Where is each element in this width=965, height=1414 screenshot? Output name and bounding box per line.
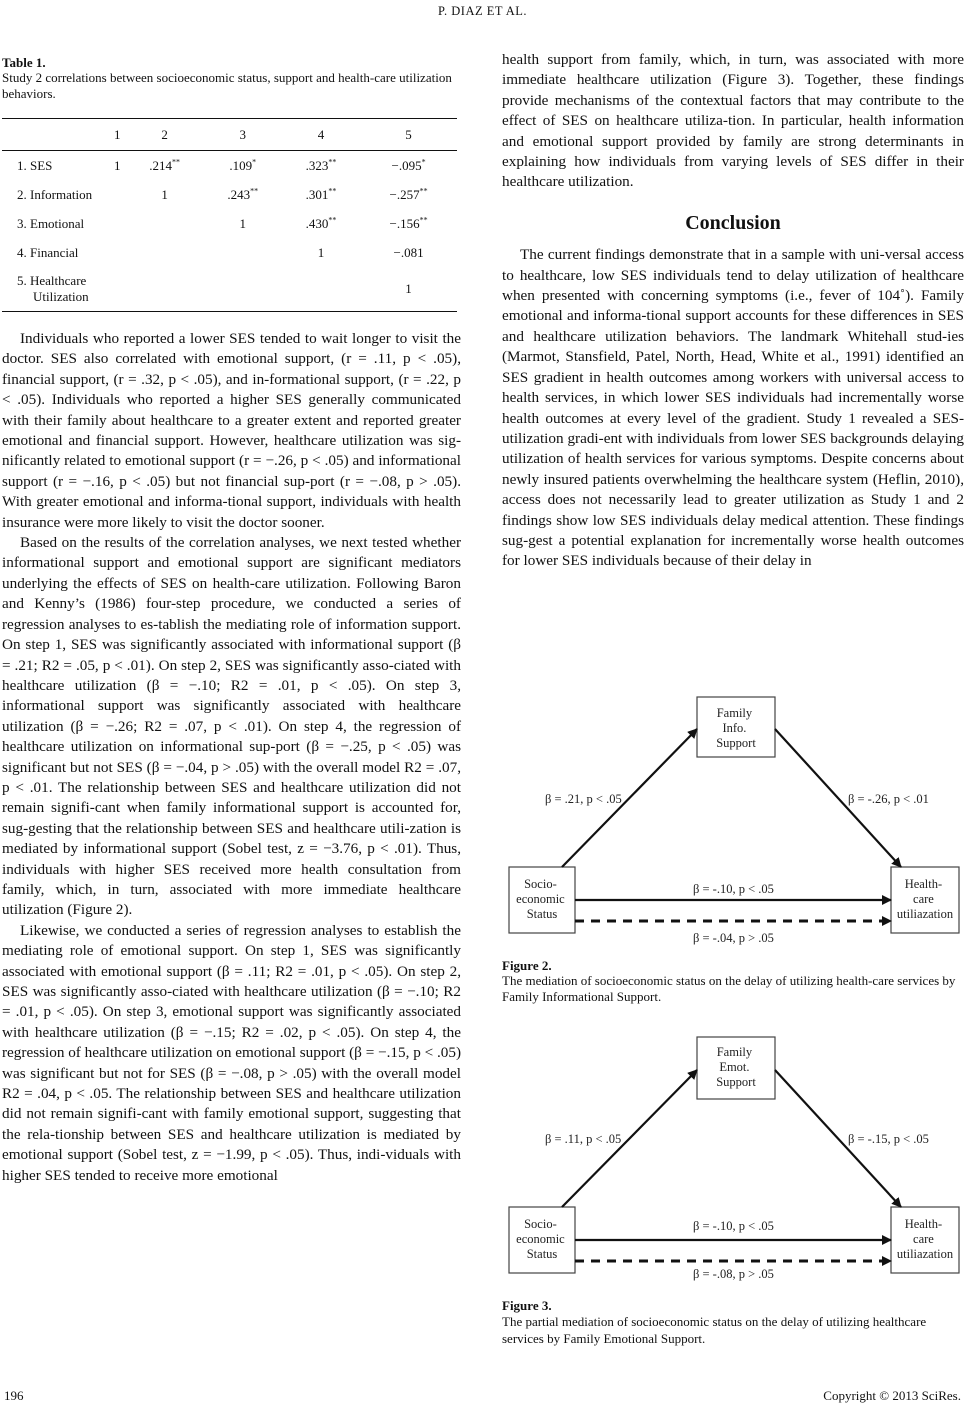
figure-3-caption-block <box>502 1298 964 1347</box>
table-col-header: 2 <box>126 119 204 151</box>
table-cell <box>109 180 126 209</box>
table-cell: .430** <box>305 215 337 231</box>
figure-3-diagram <box>507 1032 963 1287</box>
table-row <box>2 180 457 209</box>
table-row <box>2 267 457 312</box>
table-cell: 1 <box>360 267 457 312</box>
figure-3-caption: The partial mediation of socioeconomic status on the delay of utilizing healthcare services by Family Emotional Support. <box>502 1314 927 1346</box>
figure-2-caption-block <box>502 958 964 1005</box>
table-cell <box>204 267 282 312</box>
table-cell <box>126 209 204 238</box>
table-cell <box>204 238 282 267</box>
table-col-header: 3 <box>204 119 282 151</box>
dashed-path-label: β = -.08, p > .05 <box>693 1267 774 1281</box>
table-cell: .214** <box>149 157 180 173</box>
top-box-label: Family Emot. Support <box>716 1045 756 1089</box>
left-box-label: Socio- economic Status <box>516 877 565 921</box>
row-label: 1. SES <box>17 157 53 173</box>
table-cell: −.257** <box>389 186 428 202</box>
paragraph: Individuals who reported a lower SES tended to wait longer to visit the doctor. SES also correlated with emotional support, (r = .11, p < .05), financial support, (r = .32, p < .05), and in-formational support, (r = .22, p < .05). Individuals who reported a higher SES generally communicated with their family about healthcare to a greater extent and reported greater emotional and financial support. However, healthcare utilization was sig-nificantly related to emotional support (r = −.26, p < .05) and informational support (r = −.16, p < .05) but not financial sup-port (r = −.08, p > .05). With greater emotional and informa-tional support, individuals with health insurance were more likely to visit the doctor sooner. <box>2 330 461 531</box>
direct-path-label: β = -.10, p < .05 <box>693 1219 774 1233</box>
table-cell <box>109 209 126 238</box>
table-cell: 1 <box>114 157 121 173</box>
table-cell: −.156** <box>389 215 428 231</box>
table-header-blank <box>2 119 109 151</box>
top-box-label: Family Info. Support <box>716 706 756 750</box>
table-col-header: 4 <box>282 119 360 151</box>
table-label: Table 1. <box>2 55 46 70</box>
table-cell: 1 <box>317 244 325 260</box>
table-cell: −.081 <box>393 244 424 260</box>
table-cell <box>109 238 126 267</box>
table-cell: .323** <box>305 157 337 173</box>
paragraph: Likewise, we conducted a series of regression analyses to establish the mediating role of emotional support. On step 1, SES was significantly associated with emotional support (β = .11; R2 = .01, p < .05). On step 2, SES was significantly asso-ciated with healthcare utilization (β = −.10; R2 = .01, p < .05). On step 3, emotional support was significantly associated with healthcare utilization (β = −.15; R2 = .02, p < .05). On step 4, the regression of healthcare utilization on emotional support (β = −.15, p < .05) was significant but not for SES (β = −.08, p > .05) with the overall model R2 = .04, p < .05. The relationship between SES and healthcare utilization did not remain signifi-cant with family emotional support, suggesting that the rela-tionship between SES and healthcare utilization is mediated by emotional support (Sobel test, z = −1.99, p < .05). Thus, indi-viduals with higher SES tended to receive more emotional <box>2 921 461 1184</box>
figure-2-caption: The mediation of socioeconomic status on the delay of utilizing health-care services by Family Informational Support. <box>502 973 956 1004</box>
row-label: 4. Financial <box>17 244 79 260</box>
table-cell: 1 <box>161 186 168 202</box>
direct-path-label: β = -.10, p < .05 <box>693 882 774 896</box>
dashed-path-label: β = -.04, p > .05 <box>693 931 774 945</box>
section-heading-conclusion: Conclusion <box>685 211 781 234</box>
page-number: 196 <box>4 1388 24 1403</box>
table-caption: Study 2 correlations between socioeconomic status, support and health-care utilization behaviors. <box>2 70 452 101</box>
table-cell <box>282 267 360 312</box>
right-box-label: Health- care utiliazation <box>896 877 954 921</box>
table-header-row <box>2 119 457 151</box>
figure-3-label: Figure 3. <box>502 1298 552 1313</box>
paragraph: health support from family, which, in turn, was associated with more immediate healthcare utilization (Figure 3). Together, these findings provide mechanisms of the contextual factors that may contribute to the effect of SES on healthcare utiliza-tion. In particular, health information and emotional support provided by family are strong determinants in explaining how individuals from varying levels of SES differ in their healthcare utilization. <box>502 51 964 191</box>
row-label: 3. Emotional <box>17 215 85 231</box>
row-label: 2. Information <box>17 186 93 202</box>
copyright-notice: Copyright © 2013 SciRes. <box>823 1388 961 1403</box>
right-path-label: β = -.26, p < .01 <box>848 792 929 806</box>
table-1 <box>2 55 457 312</box>
figure-2-label: Figure 2. <box>502 958 552 973</box>
table-row <box>2 238 457 267</box>
table-cell <box>109 267 126 312</box>
right-box-label: Health- care utiliazation <box>896 1217 954 1261</box>
figure-3 <box>507 1032 963 1287</box>
table-cell <box>126 267 204 312</box>
figure-2 <box>507 692 963 947</box>
table-row <box>2 151 457 181</box>
left-column-body <box>2 329 461 1186</box>
paragraph: The current findings demonstrate that in a sample with uni-versal access to healthcare, low SES individuals tend to delay utilization of healthcare when presented with concerning symptoms (i.e., fever of 104˚). Family emotional and informa-tional support accounts for these differences in SES and healthcare utilization behaviors. The landmark Whitehall stud-ies (Marmot, Stansfield, Patel, North, Head, White et al., 1991) identified an SES gradient in health outcomes among workers with universal access to health services, in which lower SES individuals had incrementally worse health outcomes at every level of the gradient. Study 1 revealed a SES-utilization gradi-ent with individuals from lower SES backgrounds delaying utilization of health services for various symptoms. Despite concerns about newly insured patients overwhelming the healthcare system (Heflin, 2010), access does not necessarily lead to greater utilization as Study 1 and 2 findings show low SES individuals delay medical attention. These findings sug-gest a potential explanation for incrementally worse health outcomes for lower SES individuals because of their delay in <box>502 246 964 570</box>
left-path-label: β = .21, p < .05 <box>545 792 622 806</box>
table-cell: −.095* <box>391 157 426 173</box>
right-column-body <box>502 50 964 572</box>
figure-2-diagram <box>507 692 963 947</box>
row-label: 5. Healthcare Utilization <box>2 267 109 312</box>
table-col-header: 1 <box>109 119 126 151</box>
table-cell: 1 <box>239 215 247 231</box>
table-cell: .301** <box>305 186 337 202</box>
running-header: P. DIAZ ET AL. <box>437 4 528 18</box>
table-cell: .243** <box>227 186 259 202</box>
table-cell <box>126 238 204 267</box>
table-row <box>2 209 457 238</box>
table-col-header: 5 <box>360 119 457 151</box>
correlation-table <box>2 118 457 312</box>
left-box-label: Socio- economic Status <box>516 1217 565 1261</box>
table-cell: .109* <box>229 157 257 173</box>
right-path-label: β = -.15, p < .05 <box>848 1132 929 1146</box>
paragraph: Based on the results of the correlation analyses, we next tested whether informational support and emotional support are significant mediators underlying the effects of SES on health-care utilization. Following Baron and Kenny’s (1986) four-step procedure, we conducted a series of regression analyses to es-tablish the mediating role of information support. On step 1, SES was significantly associated with informational support (β = .21; R2 = .05, p < .01). On step 2, SES was significantly asso-ciated with healthcare utilization (β = −.10; R2 = .01, p < .05). On step 3, informational support was significantly associated with healthcare utilization (β = −.26; R2 = .07, p < .01). On step 4, the regression of healthcare utilization on informational sup-port (β = −.25, p < .05) was significant but not SES (β = −.04, p > .05) with the overall model R2 = .07, p < .01. The relationship between SES and healthcare utilization did not remain signifi-cant when family informational support is accounted for, sug-gesting that the relationship between SES and healthcare utili-zation is mediated by informational support (Sobel test, z = −3.76, p < .01). Thus, individuals with higher SES received more health consultation from family, which, in turn, associated with more immediate healthcare utilization (Figure 2). <box>2 534 461 919</box>
left-path-label: β = .11, p < .05 <box>545 1132 622 1146</box>
